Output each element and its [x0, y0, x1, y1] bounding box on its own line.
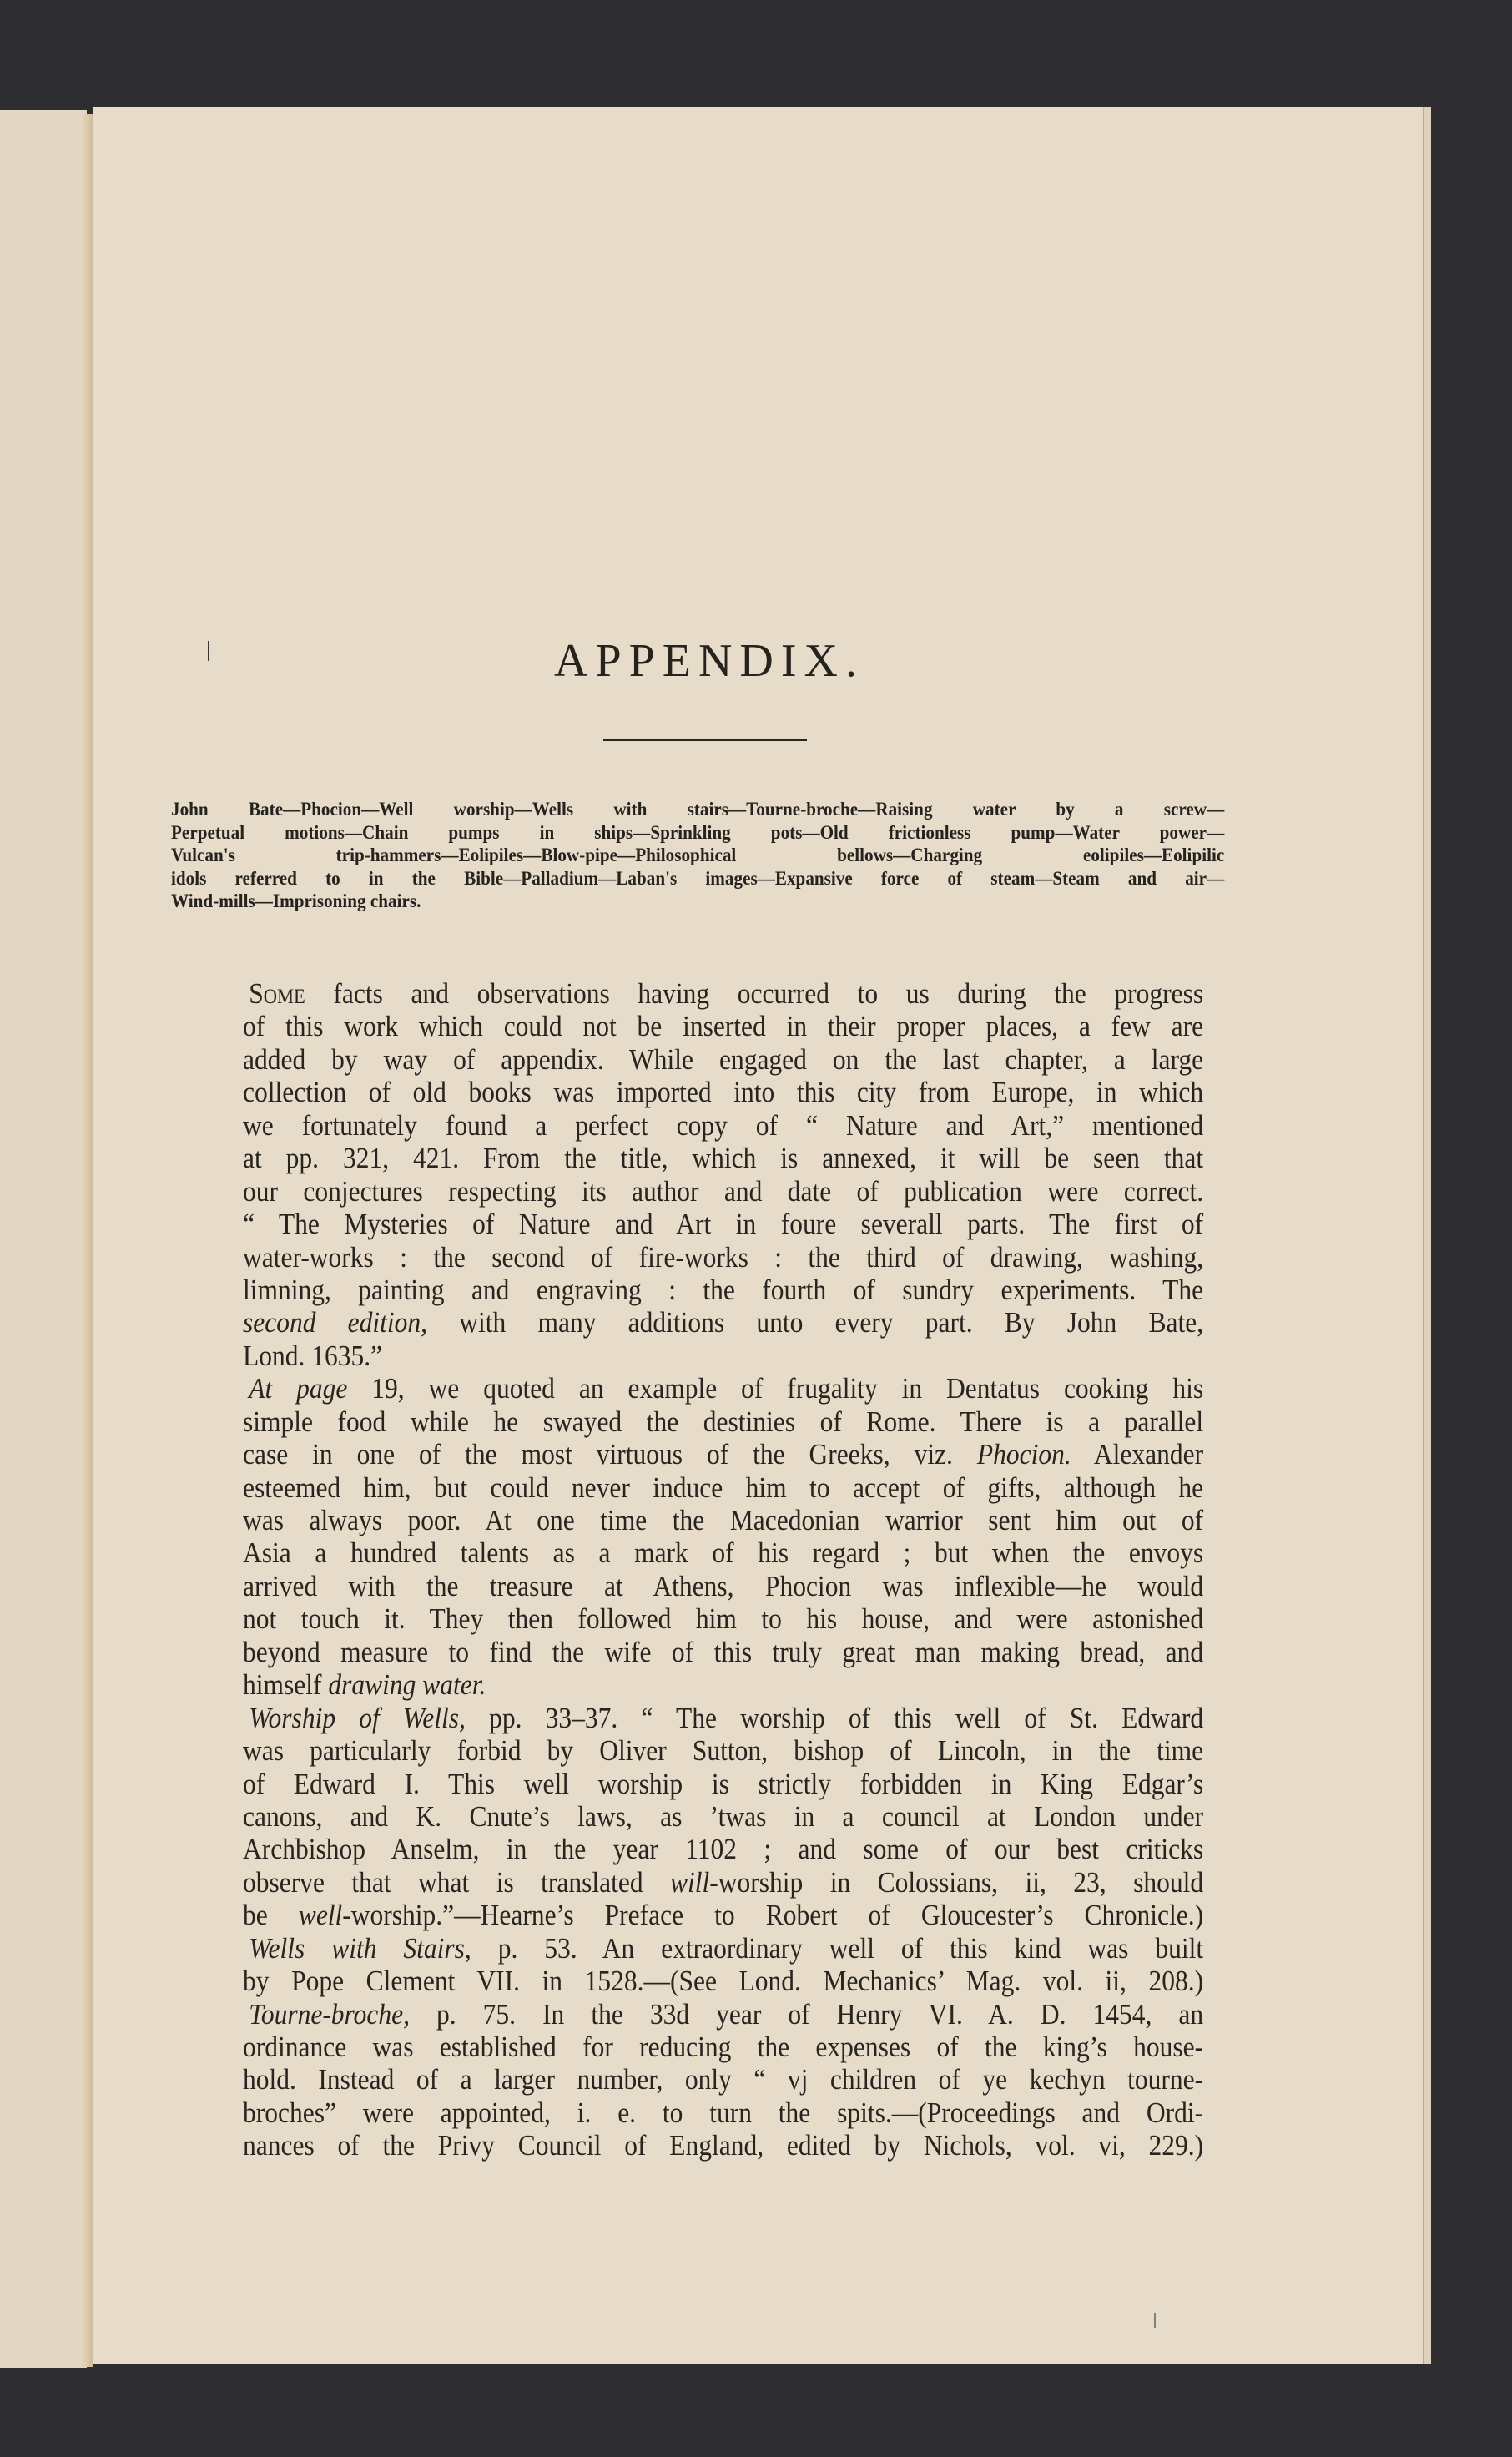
book-gutter [82, 114, 93, 2367]
text-line [243, 1602, 1203, 1635]
italic-text: will [670, 1865, 710, 1899]
text-segment: -worship.”—Hearne’s Preface to Robert of Gloucester’s Chronicle.) [342, 1899, 1204, 1932]
text-line [243, 1734, 1203, 1767]
text-segment: was particularly forbid by Oliver Sutton, bishop of Lincoln, in the time [243, 1734, 1204, 1768]
text-segment: limning, painting and engraving : the fourth of sundry experiments. The [243, 1273, 1204, 1306]
synopsis-line: Vulcan's trip-hammers—Eolipiles—Blow-pipe—Philosophical bellows—Charging eolipiles—Eolipilic [171, 845, 1225, 865]
text-segment: collection of old books was imported into this city from Europe, in which [243, 1076, 1204, 1109]
italic-text: drawing water. [328, 1668, 486, 1702]
text-line [243, 1899, 1203, 1931]
title-rule [603, 739, 807, 741]
text-segment: Asia a hundred talents as a mark of his regard ; but when the envoys [243, 1536, 1204, 1570]
text-segment: “ The Mysteries of Nature and Art in foure severall parts. The first of [243, 1208, 1204, 1241]
text-segment: we fortunately found a perfect copy of “ Nature and Art,” mentioned [243, 1108, 1204, 1142]
text-line [243, 1833, 1203, 1865]
text-segment: by Pope Clement VII. in 1528.—(See Lond. Mechanics’ Mag. vol. ii, 208.) [243, 1965, 1204, 1998]
text-segment: canons, and K. Cnute’s laws, as ’twas in a council at London under [243, 1799, 1204, 1833]
text-segment: not touch it. They then followed him to his house, and were astonished [243, 1602, 1204, 1636]
text-segment: pp. 33–37. “ The worship of this well of St. Edward [465, 1701, 1204, 1734]
text-line [243, 1109, 1203, 1142]
text-segment: -worship in Colossians, ii, 23, should [709, 1865, 1204, 1899]
text-line [243, 1405, 1203, 1438]
text-segment: 19, we quoted an example of frugality in Dentatus cooking his [347, 1372, 1204, 1405]
text-line [243, 1208, 1203, 1240]
text-segment: nances of the Privy Council of England, edited by Nichols, vol. vi, 229.) [243, 2129, 1204, 2162]
text-line [243, 1768, 1203, 1800]
text-segment: esteemed him, but could never induce him to accept of gifts, although he [243, 1471, 1204, 1504]
text-segment: p. 75. In the 33d year of Henry VI. A. D. 1454, an [409, 1997, 1204, 2031]
text-segment: water-works : the second of fire-works : the third of drawing, washing, [243, 1240, 1204, 1274]
text-segment: of Edward I. This well worship is strictly forbidden in King Edgar’s [243, 1767, 1204, 1800]
facing-page-edge [0, 110, 87, 2368]
text-line [243, 2096, 1203, 2129]
synopsis-line: idols referred to in the Bible—Palladium—Laban's images—Expansive force of steam—Steam and air— [171, 867, 1225, 889]
text-line [243, 1998, 1203, 2031]
text-segment: Alexander [1071, 1438, 1204, 1471]
text-segment: himself [243, 1668, 329, 1702]
synopsis-line: Perpetual motions—Chain pumps in ships—Sprinkling pots—Old frictionless pump—Water power— [171, 821, 1225, 843]
text-line [243, 1274, 1203, 1306]
italic-text: Phocion. [976, 1438, 1071, 1471]
text-line [243, 1372, 1203, 1405]
text-line [243, 1076, 1203, 1108]
chapter-synopsis [171, 798, 1224, 913]
page-title: APPENDIX. [554, 635, 864, 687]
text-segment: at pp. 321, 421. From the title, which is annexed, it will be seen that [243, 1142, 1204, 1175]
text-line [243, 1636, 1203, 1668]
text-line [243, 1043, 1203, 1076]
text-segment: our conjectures respecting its author and date of publication were correct. [243, 1174, 1204, 1208]
italic-text: well [298, 1899, 343, 1932]
text-line [243, 1932, 1203, 1965]
text-line [243, 1965, 1203, 1997]
text-segment: beyond measure to find the wife of this truly great man making bread, and [243, 1635, 1204, 1668]
text-segment: was always poor. At one time the Macedonian warrior sent him out of [243, 1504, 1204, 1536]
text-line [243, 1306, 1203, 1339]
text-segment: ordinance was established for reducing the expenses of the king’s house- [243, 2031, 1204, 2063]
text-line [243, 1702, 1203, 1734]
text-segment: Some [249, 977, 305, 1010]
text-line [243, 2031, 1203, 2063]
italic-text: Worship of Wells, [249, 1701, 466, 1734]
text-segment: broches” were appointed, i. e. to turn the spits.—(Proceedings and Ordi- [243, 2096, 1204, 2129]
text-line [243, 1570, 1203, 1602]
text-line [243, 1471, 1203, 1504]
text-line [243, 1800, 1203, 1833]
italic-text: second edition, [243, 1306, 428, 1339]
text-line [243, 1010, 1203, 1042]
text-segment: observe that what is translated [243, 1865, 671, 1899]
text-line [243, 2129, 1203, 2162]
text-segment: be [243, 1899, 299, 1932]
italic-text: Tourne-broche, [249, 1997, 410, 2031]
text-line [243, 1175, 1203, 1208]
italic-text: Wells with Stairs, [249, 1931, 471, 1965]
text-segment: arrived with the treasure at Athens, Phocion was inflexible—he would [243, 1569, 1204, 1602]
text-segment: Archbishop Anselm, in the year 1102 ; and some of our best criticks [243, 1833, 1204, 1866]
text-line [243, 1438, 1203, 1471]
text-line [243, 1536, 1203, 1569]
text-line [243, 1241, 1203, 1274]
text-segment: simple food while he swayed the destinies of Rome. There is a parallel [243, 1405, 1204, 1438]
text-line [243, 1504, 1203, 1536]
text-line [243, 1866, 1203, 1899]
text-segment: hold. Instead of a larger number, only “ vj children of ye kechyn tourne- [243, 2063, 1204, 2096]
text-segment: added by way of appendix. While engaged on the last chapter, a large [243, 1042, 1204, 1076]
text-segment: Lond. 1635.” [243, 1339, 383, 1372]
text-segment: case in one of the most virtuous of the Greeks, viz. [243, 1438, 977, 1471]
text-segment: facts and observations having occurred to us during the progress [305, 977, 1204, 1010]
margin-mark [208, 641, 209, 661]
text-segment: of this work which could not be inserted in their proper places, a few are [243, 1010, 1204, 1043]
body-text [243, 977, 1203, 2162]
text-segment: with many additions unto every part. By John Bate, [427, 1306, 1204, 1339]
margin-mark [1154, 2313, 1156, 2328]
synopsis-line: Wind-mills—Imprisoning chairs. [171, 890, 421, 911]
text-segment: p. 53. An extraordinary well of this kind was built [471, 1931, 1204, 1965]
text-line [243, 977, 1203, 1010]
text-line [243, 1142, 1203, 1174]
text-line [243, 1668, 1203, 1701]
synopsis-line: John Bate—Phocion—Well worship—Wells with stairs—Tourne-broche—Raising water by a screw— [171, 799, 1225, 820]
text-line [243, 1339, 1203, 1372]
text-line [243, 2063, 1203, 2096]
italic-text: At page [249, 1372, 348, 1405]
